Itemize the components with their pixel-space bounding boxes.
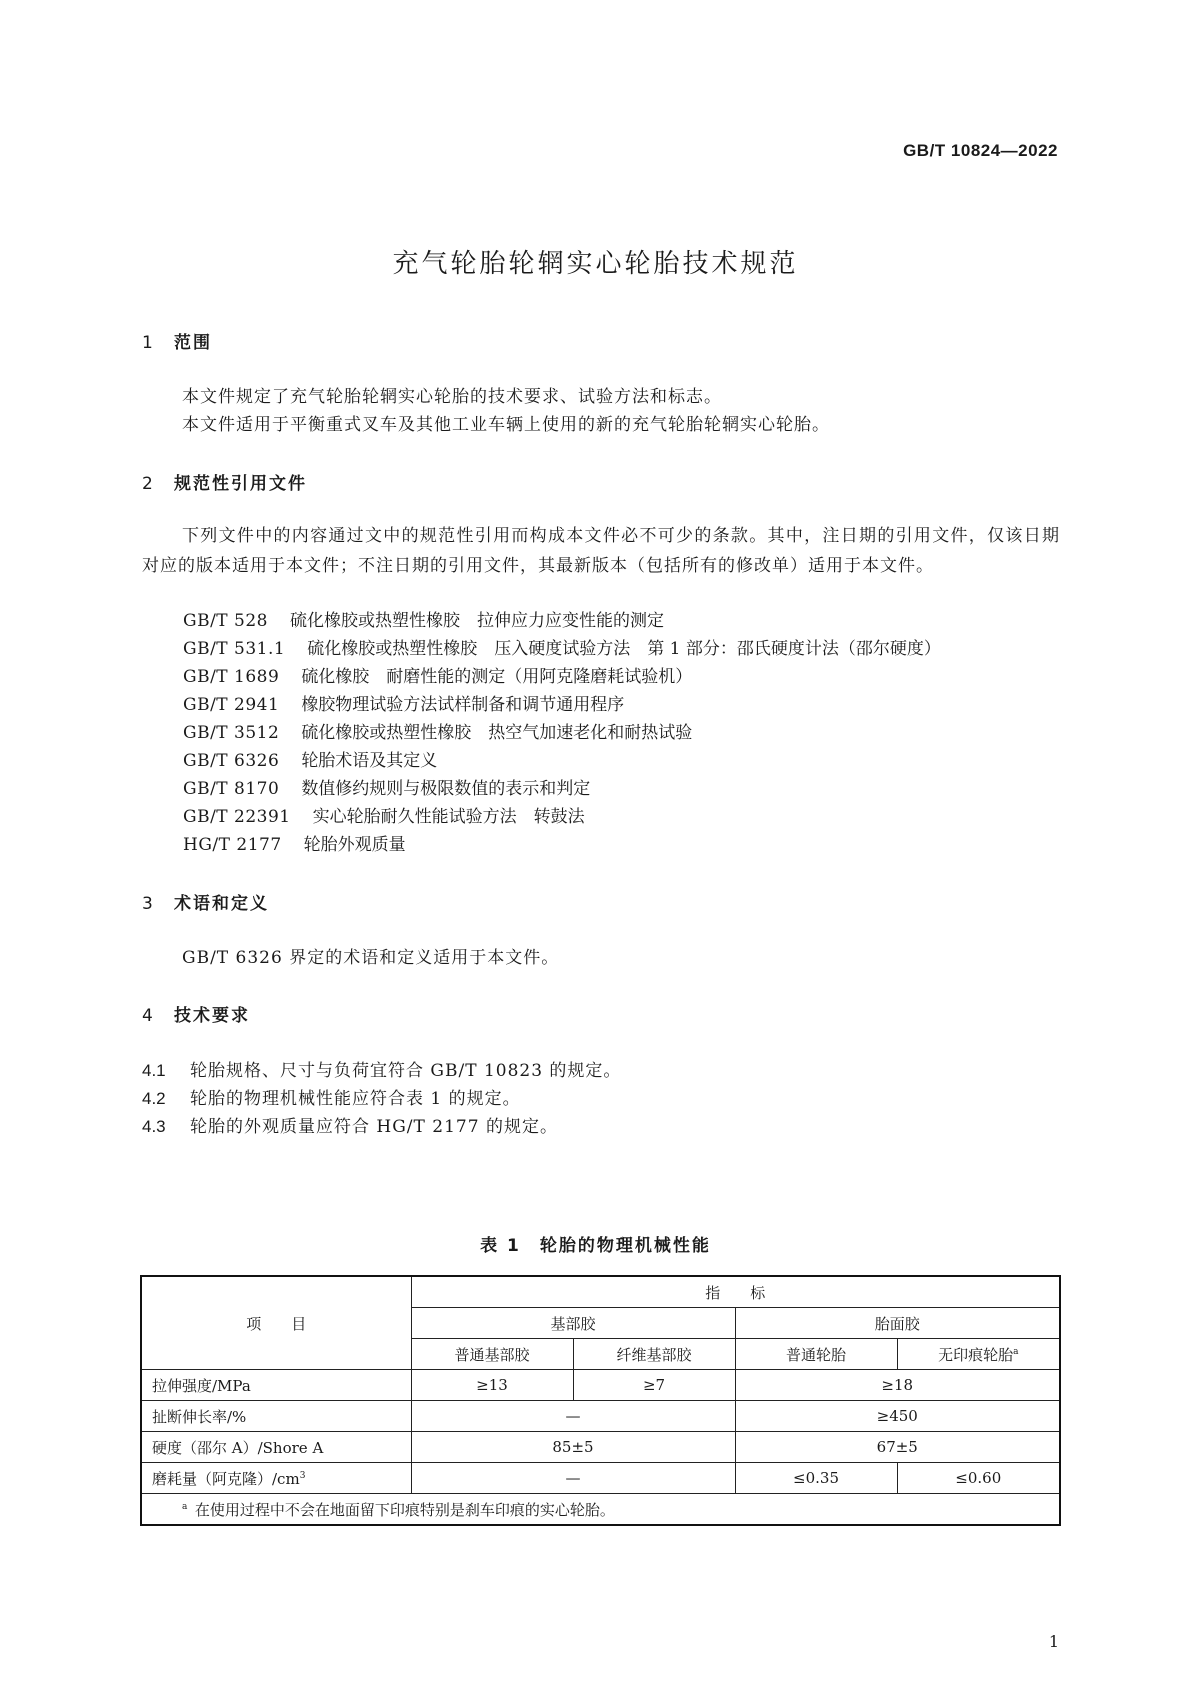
requirement-text: 轮胎的物理机械性能应符合表 1 的规定。 [190, 1089, 521, 1109]
reference-code: GB/T 6326 [183, 751, 280, 771]
reference-code: GB/T 528 [183, 611, 268, 631]
row-label: 扯断伸长率/% [141, 1401, 411, 1432]
table-footnote [141, 1494, 1060, 1526]
cell-value: ≥13 [411, 1370, 573, 1401]
reference-item [183, 606, 664, 631]
cell-value: ≥18 [735, 1370, 1060, 1401]
section-title: 术语和定义 [174, 894, 269, 914]
footnote-mark: a [1013, 1346, 1019, 1357]
cell-value: ≥450 [735, 1401, 1060, 1432]
document-title: 充气轮胎轮辋实心轮胎技术规范 [392, 249, 799, 279]
reference-title: 轮胎术语及其定义 [301, 751, 438, 771]
section-title: 规范性引用文件 [174, 474, 307, 494]
cell-value: ≤0.60 [897, 1463, 1060, 1494]
section-4-heading [142, 1001, 250, 1026]
reference-title: 数值修约规则与极限数值的表示和判定 [301, 779, 591, 799]
table-row [141, 1370, 1060, 1401]
section-title: 范围 [174, 333, 212, 353]
reference-title: 硫化橡胶或热塑性橡胶 热空气加速老化和耐热试验 [301, 723, 693, 743]
section-3-paragraph: GB/T 6326 界定的术语和定义适用于本文件。 [182, 948, 560, 968]
requirement-number: 4.2 [142, 1089, 166, 1108]
requirement-item [142, 1112, 558, 1137]
requirement-number: 4.1 [142, 1061, 166, 1080]
reference-item [183, 746, 437, 771]
reference-code: GB/T 8170 [183, 779, 280, 799]
reference-item [183, 774, 590, 799]
reference-title: 实心轮胎耐久性能试验方法 转鼓法 [312, 807, 585, 827]
reference-item [183, 802, 585, 827]
section-1-paragraph-2: 本文件适用于平衡重式叉车及其他工业车辆上使用的新的充气轮胎轮辋实心轮胎。 [182, 415, 830, 435]
requirement-item [142, 1056, 621, 1081]
table-row [141, 1463, 1060, 1494]
properties-table [140, 1275, 1061, 1526]
reference-code: GB/T 531.1 [183, 639, 286, 659]
header-base-compound: 基部胶 [411, 1308, 735, 1339]
table-header-row [141, 1276, 1060, 1308]
reference-code: GB/T 22391 [183, 807, 291, 827]
standard-code: GB/T 10824—2022 [903, 141, 1058, 160]
cell-value: 67±5 [735, 1432, 1060, 1463]
requirement-text: 轮胎规格、尺寸与负荷宜符合 GB/T 10823 的规定。 [190, 1061, 622, 1081]
header-tread-compound: 胎面胶 [735, 1308, 1060, 1339]
header-fiber-base: 纤维基部胶 [573, 1339, 735, 1370]
requirement-number: 4.3 [142, 1117, 166, 1136]
section-3-heading [142, 889, 269, 914]
cell-value: 85±5 [411, 1432, 735, 1463]
header-non-marking-tire [897, 1339, 1060, 1370]
row-label-text: 磨耗量（阿克隆）/cm [152, 1469, 300, 1488]
cell-value: — [411, 1401, 735, 1432]
section-number: 1 [142, 333, 155, 353]
footnote-mark: a [182, 1501, 188, 1512]
reference-item [183, 662, 692, 687]
reference-title: 硫化橡胶 耐磨性能的测定（用阿克隆磨耗试验机） [301, 667, 693, 687]
table-caption: 表 1 轮胎的物理机械性能 [480, 1236, 711, 1256]
section-2-heading [142, 469, 307, 494]
reference-title: 硫化橡胶或热塑性橡胶 压入硬度试验方法 第 1 部分：邵氏硬度计法（邵尔硬度） [307, 639, 941, 659]
section-title: 技术要求 [174, 1006, 250, 1026]
footnote-text: 在使用过程中不会在地面留下印痕特别是刹车印痕的实心轮胎。 [194, 1500, 615, 1519]
reference-code: GB/T 1689 [183, 667, 280, 687]
requirement-item [142, 1084, 521, 1109]
reference-item [183, 718, 692, 743]
header-item: 项 目 [141, 1276, 411, 1370]
header-non-marking-label: 无印痕轮胎 [938, 1345, 1014, 1364]
reference-title: 橡胶物理试验方法试样制备和调节通用程序 [301, 695, 625, 715]
unit-superscript: 3 [299, 1470, 306, 1481]
section-2-intro: 下列文件中的内容通过文中的规范性引用而构成本文件必不可少的条款。其中，注日期的引用文件，仅该日期对应的版本适用于本文件；不注日期的引用文件，其最新版本（包括所有的修改单）适用于本文件。 [142, 526, 1060, 576]
reference-item [183, 830, 406, 855]
reference-title: 轮胎外观质量 [303, 835, 406, 855]
cell-value: ≤0.35 [735, 1463, 897, 1494]
row-label: 硬度（邵尔 A）/Shore A [141, 1432, 411, 1463]
section-number: 4 [142, 1006, 155, 1026]
reference-code: GB/T 2941 [183, 695, 280, 715]
row-label: 拉伸强度/MPa [141, 1370, 411, 1401]
reference-item [183, 634, 941, 659]
header-normal-tire: 普通轮胎 [735, 1339, 897, 1370]
reference-item [183, 690, 624, 715]
header-normal-base: 普通基部胶 [411, 1339, 573, 1370]
header-index: 指 标 [411, 1276, 1060, 1308]
table-row [141, 1401, 1060, 1432]
section-1-paragraph-1: 本文件规定了充气轮胎轮辋实心轮胎的技术要求、试验方法和标志。 [182, 387, 722, 407]
cell-value: — [411, 1463, 735, 1494]
reference-code: GB/T 3512 [183, 723, 280, 743]
page-number: 1 [1048, 1632, 1059, 1651]
row-label [141, 1463, 411, 1494]
cell-value: ≥7 [573, 1370, 735, 1401]
section-number: 3 [142, 894, 155, 914]
reference-title: 硫化橡胶或热塑性橡胶 拉伸应力应变性能的测定 [290, 611, 664, 631]
section-1-heading [142, 328, 212, 353]
table-row [141, 1432, 1060, 1463]
section-number: 2 [142, 474, 155, 494]
table-footnote-row [141, 1494, 1060, 1526]
reference-code: HG/T 2177 [183, 835, 282, 855]
requirement-text: 轮胎的外观质量应符合 HG/T 2177 的规定。 [190, 1117, 558, 1137]
